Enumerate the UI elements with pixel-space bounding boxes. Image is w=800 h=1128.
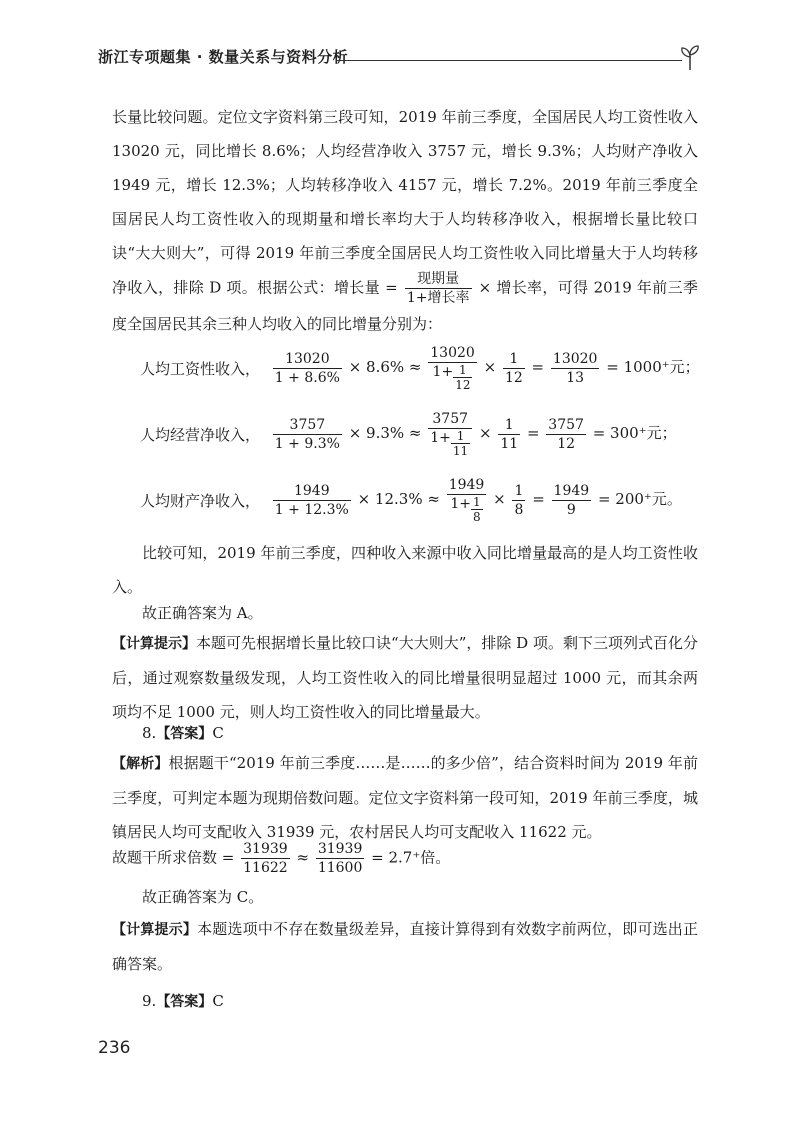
growth-formula-fraction [405, 270, 472, 307]
tip-label: 【计算提示】 [112, 636, 197, 652]
formula-result: = 1000⁺元； [606, 358, 700, 376]
sprout-icon [676, 44, 704, 72]
denominator: 8 [473, 510, 481, 524]
formula-label: 人均工资性收入， [140, 359, 261, 378]
fraction [498, 416, 520, 453]
paragraph-growth-comparison [112, 100, 698, 341]
book-title: 浙江专项题集 · 数量关系与资料分析 [98, 48, 349, 66]
numerator: 3757 [428, 410, 472, 429]
paragraph-conclusion: 比较可知，2019 年前三季度，四种收入来源中收入同比增量最高的是人均工资性收入。 [112, 544, 698, 596]
nested-fraction [453, 363, 472, 392]
header-rule [336, 60, 682, 61]
numerator: 1 [514, 482, 524, 499]
analysis-paragraph [112, 746, 698, 849]
one: 1 [432, 364, 442, 380]
denominator: 9 [566, 501, 576, 518]
numerator: 31939 [317, 841, 363, 857]
formula-prefix: 故题干所求倍数 = [112, 848, 235, 867]
formula-row: 人均财产净收入， $\frac{1949}{1 + 12.3\%}$ × 12.3% ≈ 1949 1+ $\frac{1}{8}$ × $\frac{1}{8}$ = $\frac{1949}{9}$ = 200⁺元。 [140, 477, 682, 524]
numerator: 3757 [273, 416, 342, 435]
denominator: 1+ $\frac{1}{12}$ [432, 363, 471, 392]
fraction [273, 416, 342, 453]
answer-label: 【答案】 [156, 994, 213, 1010]
denominator: 11622 [243, 860, 288, 876]
question-number: 9. [142, 992, 157, 1010]
calc-tip-2 [112, 912, 698, 981]
approx-sign: ≈ [296, 848, 310, 867]
multiplier: × 8.6% ≈ [348, 358, 422, 376]
denominator: 8 [514, 501, 524, 518]
denominator: 1+ $\frac{1}{8}$ [450, 495, 481, 524]
tip-text: 本题选项中不存在数量级差异，直接计算得到有效数字前两位，即可选出正确答案。 [112, 920, 698, 973]
calc-tip-1 [112, 626, 698, 729]
denominator: 12 [504, 369, 523, 386]
multiplier: × 9.3% ≈ [348, 424, 422, 442]
multiple-formula [112, 840, 698, 877]
answer-label: 【答案】 [156, 726, 213, 742]
answer-value: C [212, 992, 224, 1010]
formula-result: = 300⁺元； [592, 424, 677, 442]
numerator: 1 [498, 416, 520, 435]
multiplier: × 12.3% ≈ [357, 490, 440, 508]
numerator: 1 [473, 495, 481, 509]
denominator: 1 + 12.3% [274, 501, 349, 518]
fraction [551, 350, 600, 387]
fraction [546, 416, 586, 453]
nested-fraction [471, 495, 483, 524]
numerator: 1 [503, 350, 525, 369]
numerator: 31939 [243, 841, 288, 857]
one: 1 [450, 496, 460, 512]
denominator: 11 [500, 435, 519, 452]
numerator: 1949 [273, 482, 351, 501]
fraction [428, 344, 477, 392]
numerator: 13020 [552, 350, 598, 367]
denominator: 12 [455, 378, 471, 392]
running-header [98, 44, 704, 74]
para1-tail: × 增长率，可得 2019 年前三季度全国居民其余三种人均收入的同比增量分别为： [112, 278, 698, 333]
fraction [273, 482, 351, 519]
denominator: 1 + 8.6% [274, 369, 340, 386]
denominator: 13 [566, 369, 585, 386]
tip-text: 本题可先根据增长量比较口诀“大大则大”，排除 D 项。剩下三项列式百化分后，通过观察数量级发现，人均工资性收入的同比增量很明显超过 1000 元，而其余两项均不足 1000 元，则人均工资性收入的同比增量最大。 [112, 634, 698, 721]
denominator: 1+ $\frac{1}{11}$ [430, 429, 469, 458]
fraction-numerator: 现期量 [405, 270, 472, 289]
question-9-answer [112, 984, 698, 1019]
formula-row: 人均经营净收入， $\frac{3757}{1 + 9.3\%}$ × 9.3% ≈ 3757 1+ $\frac{1}{11}$ × $\frac{1}{11}$ = $\frac{3757}{12}$ = 300⁺元； [140, 411, 677, 458]
fraction-denominator: 1+增长率 [406, 290, 470, 306]
analysis-text: 根据题干“2019 年前三季度……是……的多少倍”，结合资料时间为 2019 年前三季度，可判定本题为现期倍数问题。定位文字资料第一段可知，2019 年前三季度，城镇居民人均可支配收入 31939 元，农村居民人均可支配收入 11622 元。 [112, 754, 699, 841]
denominator: 11600 [317, 860, 363, 876]
answer-line-a: 故正确答案为 A。 [142, 604, 263, 622]
numerator: 1 [453, 363, 472, 378]
denominator: 12 [557, 435, 576, 452]
fraction [447, 476, 487, 524]
fraction [428, 410, 472, 458]
para1-text: 长量比较问题。定位文字资料第三段可知，2019 年前三季度，全国居民人均工资性收入 13020 元，同比增长 8.6%；人均经营净收入 3757 元，增长 9.3%；人均财产净收入 1949 元，增长 12.3%；人均转移净收入 4157 元，增长 7.2%。2019 年前三季度全国居民人均工资性收入的现期量和增长率均大于人均转移净收入，根据增长量比较口诀“大大则大”，可得 2019 年前三季度全国居民人均工资性收入同比增量大于人均转移净收入，排除 D 项。根据公式：增长量 = [112, 108, 698, 297]
fraction [503, 350, 525, 387]
denominator: 1 + 9.3% [274, 435, 340, 452]
fraction [241, 840, 290, 877]
answer-line-c: 故正确答案为 C。 [142, 888, 264, 906]
one: 1 [430, 430, 440, 446]
fraction [273, 350, 342, 387]
formula-result: = 2.7⁺倍。 [371, 848, 451, 867]
analysis-label: 【解析】 [112, 756, 169, 772]
numerator: 1949 [553, 482, 590, 499]
numerator: 13020 [430, 345, 475, 361]
page-number: 236 [98, 1038, 131, 1058]
numerator: 13020 [273, 350, 342, 369]
formula-label: 人均财产净收入， [140, 491, 261, 510]
nested-fraction [451, 429, 470, 458]
numerator: 3757 [548, 416, 584, 433]
formula-result: = 200⁺元。 [597, 490, 682, 508]
numerator: 1949 [448, 477, 485, 493]
fraction [512, 482, 525, 519]
denominator: 11 [452, 444, 469, 458]
tip-label: 【计算提示】 [112, 922, 198, 938]
fraction [552, 482, 592, 519]
formula-row: 人均工资性收入， $\frac{13020}{1 + 8.6\%}$ × 8.6% ≈ 13020 1+ $\frac{1}{12}$ × $\frac{1}{12}$ = $\frac{13020}{13}$ = 1000⁺元； [140, 345, 700, 392]
numerator: 1 [451, 429, 470, 444]
question-number: 8. [142, 724, 157, 742]
formula-label: 人均经营净收入， [140, 425, 261, 444]
answer-value: C [212, 724, 224, 742]
fraction [316, 840, 365, 877]
